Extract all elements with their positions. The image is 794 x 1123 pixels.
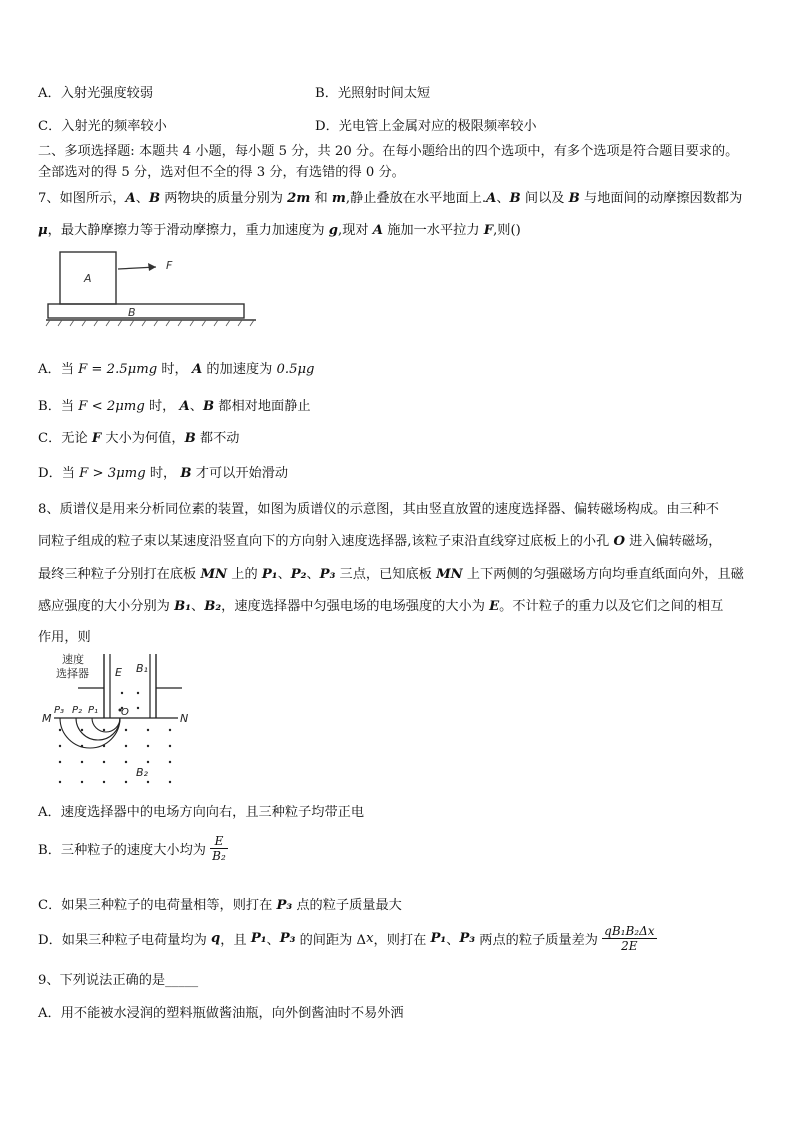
q8-stem-line2: 同粒子组成的粒子束以某速度沿竖直向下的方向射入速度选择器,该粒子束沿直线穿过底板上的小孔 O 进入偏转磁场， [38,534,722,549]
block-a-label: A [84,272,92,285]
q8-stem-line4: 感应强度的大小分别为 B₁、B₂，速度选择器中匀强电场的电场强度的大小为 E。不计粒子的重力以及它们之间的相互 [38,599,724,614]
force-arrow-head [148,263,156,271]
selector-label-line2: 选择器 [56,667,89,680]
field-b1-label: B₁ [136,662,148,675]
q8-stem-line1: 8、质谱仪是用来分析同位素的装置，如图为质谱仪的示意图，其由竖直放置的速度选择器、偏转磁场构成。由三种不 [38,502,719,517]
q7-option-a: A．当 F = 2.5μmg 时， A 的加速度为 0.5μg [38,362,315,377]
q7-option-c: C．无论 F 大小为何值，B 都不动 [38,431,240,446]
field-e-label: E [115,666,122,679]
field-b2-label: B₂ [136,766,148,779]
force-label: F [166,259,173,272]
q7-stem-line1: 7、如图所示，A、B 两物块的质量分别为 2m 和 m,静止叠放在水平地面上.A、B 间以及 B 与地面间的动摩擦因数都为 [38,191,743,206]
q7-blocks-diagram [44,248,259,330]
q8-option-b-fraction: $\frac{E}{\text{B₂}}$ [212,834,226,863]
q8-stem-line3: 最终三种粒子分别打在底板 MN 上的 P₁、P₂、P₃ 三点，已知底板 MN 上下两侧的匀强磁场方向均垂直纸面向外，且磁 [38,567,744,582]
q7-stem-line2: μ，最大静摩擦力等于滑动摩擦力，重力加速度为 g,现对 A 施加一水平拉力 F,则() [38,223,521,238]
q6-option-a: A．入射光强度较弱 [38,86,154,101]
block-b [48,304,244,318]
q8-option-b: B．三种粒子的速度大小均为 $\frac{E}{\text{B₂}}$ [38,834,226,863]
q9-option-a: A．用不能被水浸润的塑料瓶做酱油瓶，向外倒酱油时不易外洒 [38,1006,404,1021]
ground-hatch [46,320,254,326]
trajectory-p1 [92,718,120,732]
q7-option-d: D．当 F > 3μmg 时， B 才可以开始滑动 [38,466,289,481]
q7-option-b: B．当 F < 2μmg 时， A、B 都相对地面静止 [38,399,311,414]
selector-label-line1: 速度 [62,653,84,666]
label-m: M [42,712,52,725]
label-p1: P₁ [88,705,99,716]
trajectory-p3 [60,718,120,748]
label-n: N [180,712,189,725]
q8-option-d-fraction: $\frac{\text{qB₁B₂Δx}}{2E}$ [604,924,655,953]
q6-option-b: B．光照射时间太短 [315,86,431,101]
q8-option-d: D．如果三种粒子电荷量均为 q，且 P₁、P₃ 的间距为 Δx，则打在 P₁、P₃ 两点的粒子质量差为 $\frac{\text{qB₁B₂Δx}}{2E}$ [38,924,655,953]
block-b-label: B [128,306,136,319]
label-p3: P₃ [54,705,65,716]
q8-stem-line5: 作用，则 [38,630,91,645]
q8-option-c: C．如果三种粒子的电荷量相等，则打在 P₃ 点的粒子质量最大 [38,898,402,913]
q8-mass-spectrometer-diagram [40,650,190,790]
q6-option-d: D．光电管上金属对应的极限频率较小 [315,119,537,134]
b2-dots [59,729,171,783]
q8-option-a: A．速度选择器中的电场方向向右，且三种粒子均带正电 [38,805,365,820]
section2-line1: 二、多项选择题: 本题共 4 小题，每小题 5 分，共 20 分。在每小题给出的四个选项中，有多个选项是符合题目要求的。 [38,144,739,159]
section2-line2: 全部选对的得 5 分，选对但不全的得 3 分，有选错的得 0 分。 [38,165,405,180]
q6-option-c: C．入射光的频率较小 [38,119,167,134]
q9-stem: 9、下列说法正确的是_____ [38,973,199,988]
label-p2: P₂ [72,705,83,716]
label-o: O [121,707,129,718]
hole-o [119,709,122,712]
